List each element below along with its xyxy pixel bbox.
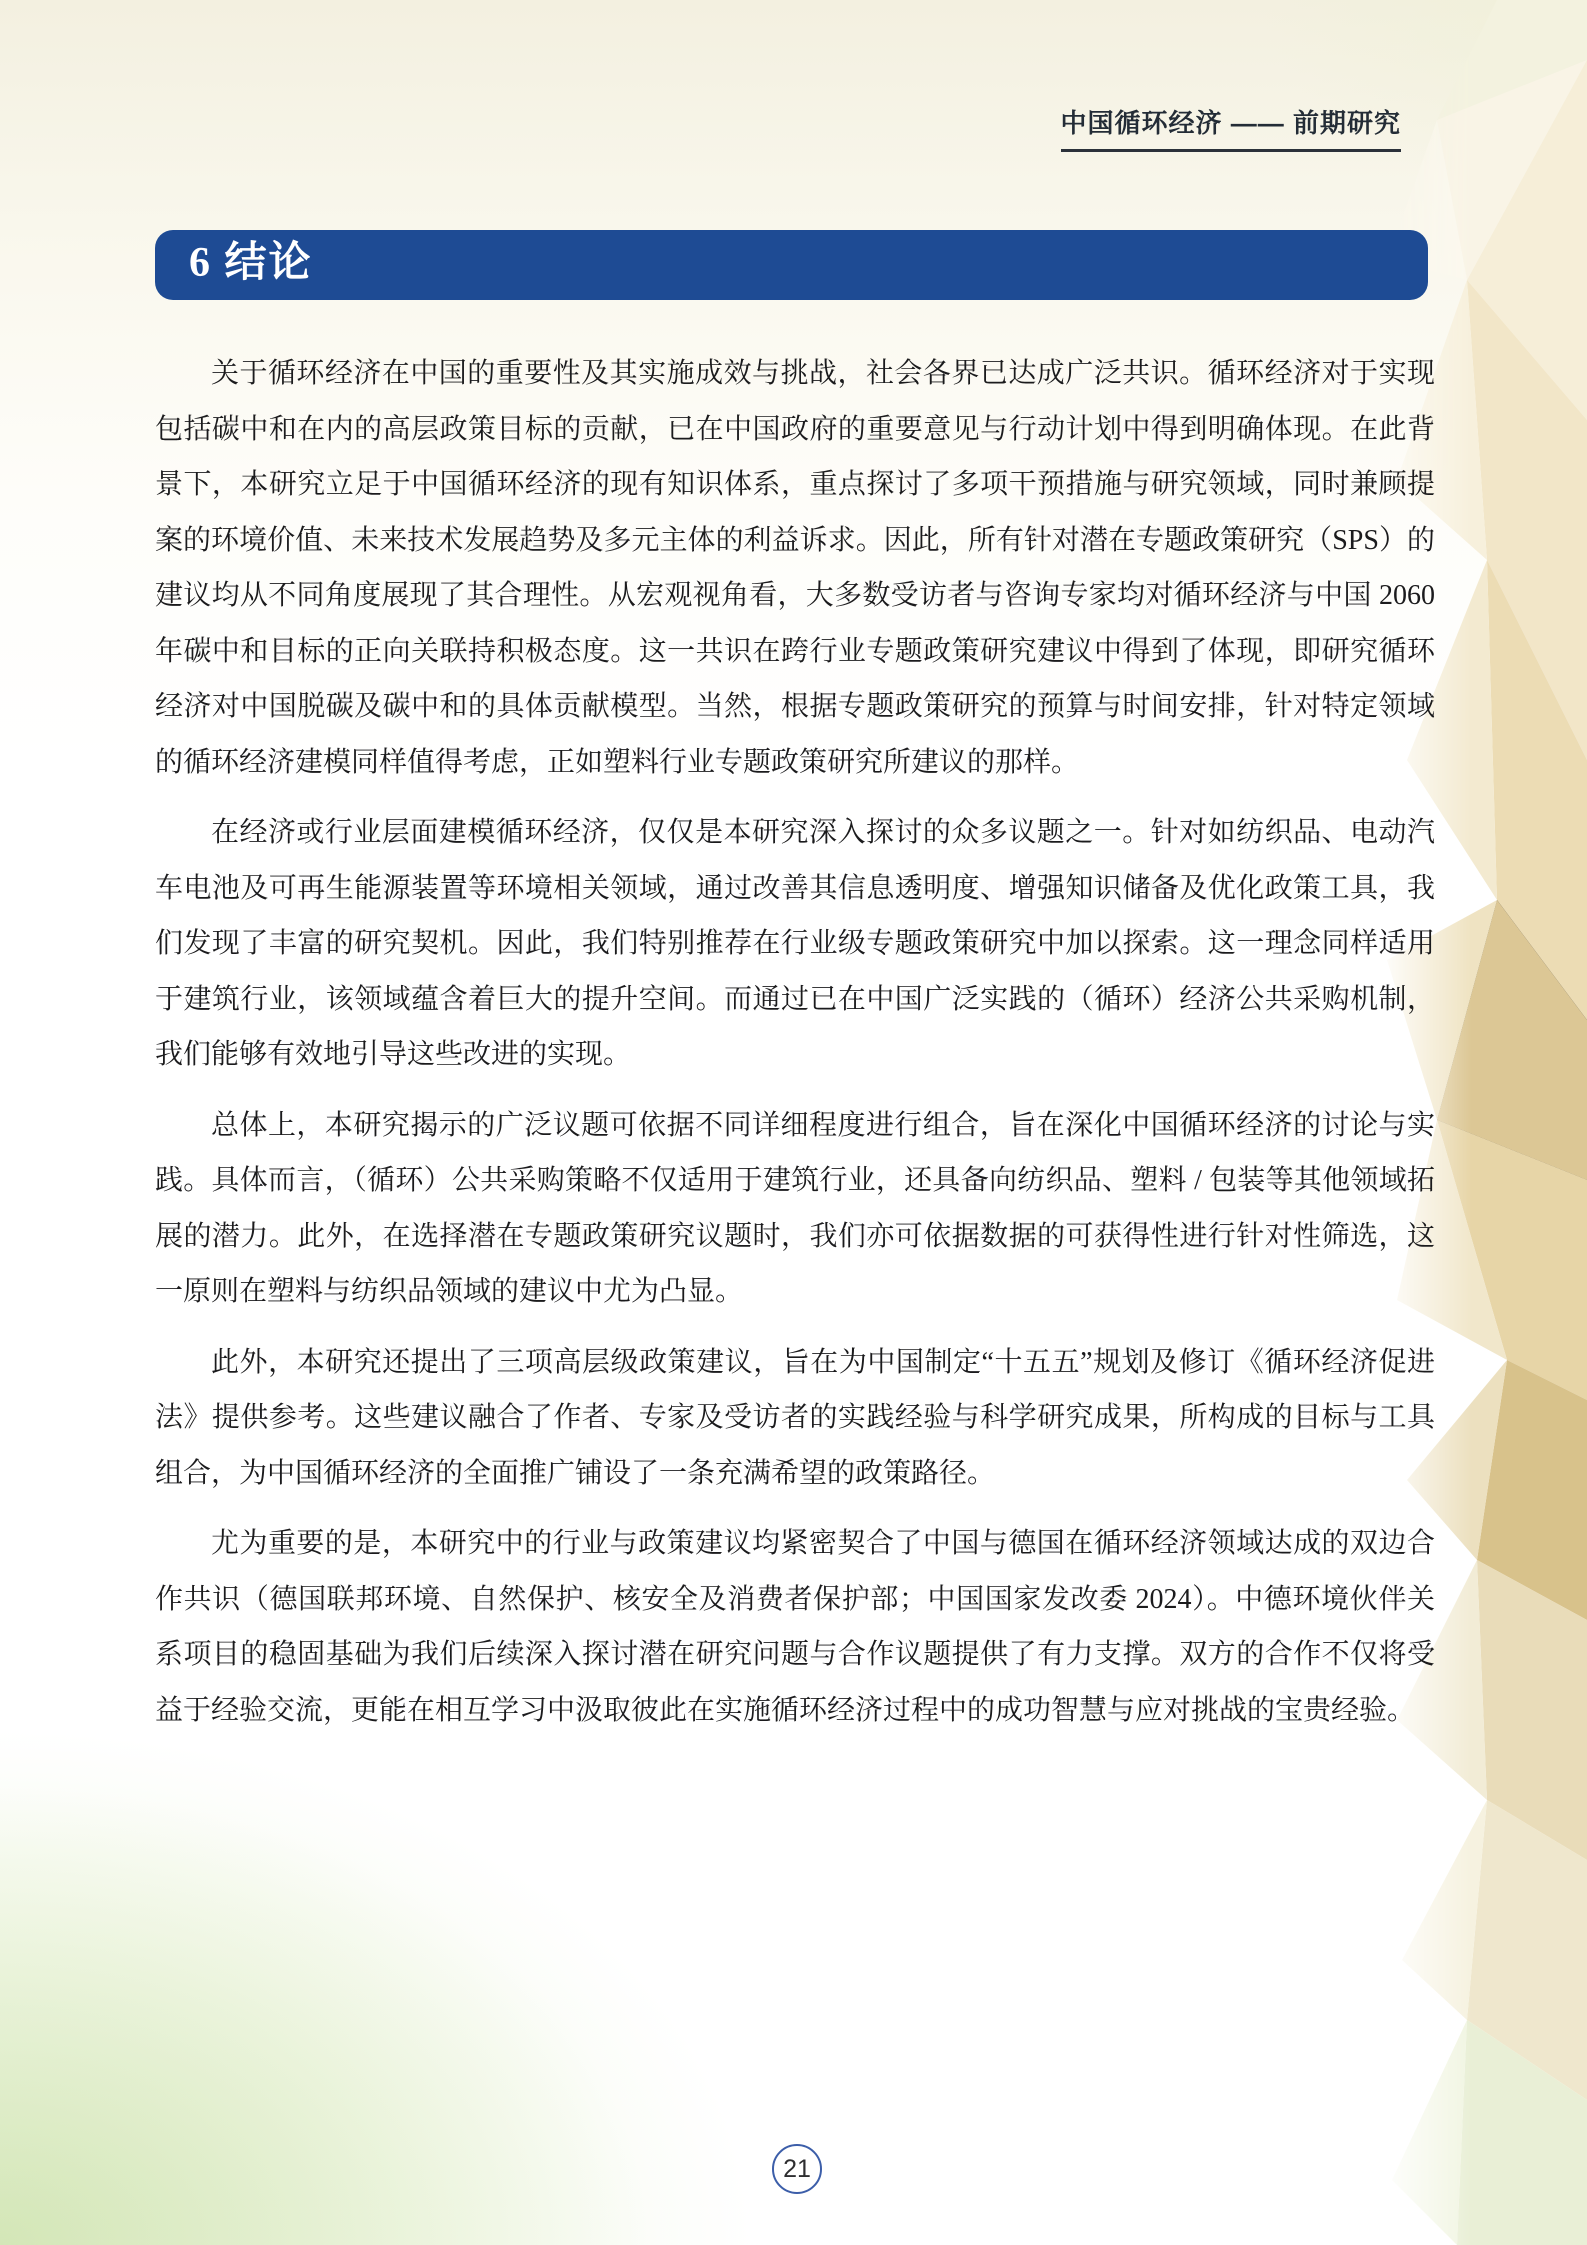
page-number-badge	[772, 2144, 822, 2194]
body-paragraph: 在经济或行业层面建模循环经济，仅仅是本研究深入探讨的众多议题之一。针对如纺织品、电动汽车电池及可再生能源装置等环境相关领域，通过改善其信息透明度、增强知识储备及优化政策工具，我们发现了丰富的研究契机。因此，我们特别推荐在行业级专题政策研究中加以探索。这一理念同样适用于建筑行业，该领域蕴含着巨大的提升空间。而通过已在中国广泛实践的（循环）经济公共采购机制，我们能够有效地引导这些改进的实现。	[155, 817, 1435, 1070]
running-header-title: 中国循环经济 —— 前期研究	[1061, 103, 1401, 152]
body-text-block	[155, 346, 1435, 1753]
bottom-left-green-glow	[0, 1725, 760, 2245]
body-paragraph: 此外，本研究还提出了三项高层级政策建议，旨在为中国制定“十五五”规划及修订《循环经济促进法》提供参考。这些建议融合了作者、专家及受访者的实践经验与科学研究成果，所构成的目标与工具组合，为中国循环经济的全面推广铺设了一条充满希望的政策路径。	[155, 1346, 1435, 1489]
page-header	[1061, 103, 1401, 152]
body-paragraph: 总体上，本研究揭示的广泛议题可依据不同详细程度进行组合，旨在深化中国循环经济的讨论与实践。具体而言，（循环）公共采购策略不仅适用于建筑行业，还具备向纺织品、塑料 / 包装等其他领域拓展的潜力。此外，在选择潜在专题政策研究议题时，我们亦可依据数据的可获得性进行针对性筛选，这一原则在塑料与纺织品领域的建议中尤为凸显。	[155, 1109, 1435, 1307]
page-number: 21	[783, 2154, 811, 2183]
body-paragraph: 关于循环经济在中国的重要性及其实施成效与挑战，社会各界已达成广泛共识。循环经济对于实现包括碳中和在内的高层政策目标的贡献，已在中国政府的重要意见与行动计划中得到明确体现。在此背景下，本研究立足于中国循环经济的现有知识体系，重点探讨了多项干预措施与研究领域，同时兼顾提案的环境价值、未来技术发展趋势及多元主体的利益诉求。因此，所有针对潜在专题政策研究（SPS）的建议均从不同角度展现了其合理性。从宏观视角看，大多数受访者与咨询专家均对循环经济与中国 2060 年碳中和目标的正向关联持积极态度。这一共识在跨行业专题政策研究建议中得到了体现，即研究循环经济对中国脱碳及碳中和的具体贡献模型。当然，根据专题政策研究的预算与时间安排，针对特定领域的循环经济建模同样值得考虑，正如塑料行业专题政策研究所建议的那样。	[155, 358, 1435, 778]
body-paragraph: 尤为重要的是，本研究中的行业与政策建议均紧密契合了中国与德国在循环经济领域达成的双边合作共识（德国联邦环境、自然保护、核安全及消费者保护部；中国国家发改委 2024）。中德环境伙伴关系项目的稳固基础为我们后续深入探讨潜在研究问题与合作议题提供了有力支撑。双方的合作不仅将受益于经验交流，更能在相互学习中汲取彼此在实施循环经济过程中的成功智慧与应对挑战的宝贵经验。	[155, 1528, 1435, 1726]
section-banner	[155, 230, 1428, 300]
section-title: 6 结论	[189, 240, 313, 286]
